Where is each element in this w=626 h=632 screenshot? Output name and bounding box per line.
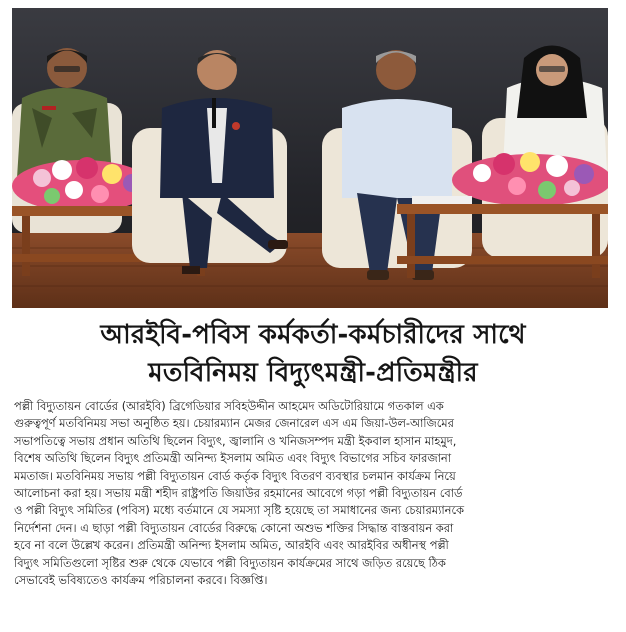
body-line: মমতাজ। মতবিনিময় সভায় পল্লী বিদ্যুতায়ন বোর্ড কর্তৃক বিদ্যুৎ বিতরণ ব্যবস্থার চলমান কার্যক্রম নিয়ে [14,468,456,483]
body-line: বিদ্যুৎ সমিতিগুলো সৃষ্টির শুরু থেকে যেভাবে পল্লী বিদ্যুতায়ন কার্যক্রমের সাথে জড়িত রয়েছে ঠিক [14,555,446,570]
article-body [14,398,612,589]
headline [12,316,614,392]
body-line: সেভাবেই ভবিষ্যতেও কার্যক্রম পরিচালনা করবে। বিজ্ঞপ্তি। [14,573,268,588]
panel-discussion-photo [12,8,608,308]
body-line: গুরুত্বপূর্ণ মতবিনিময় সভা অনুষ্ঠিত হয়। চেয়ারম্যান মেজর জেনারেল এস এম জিয়া-উল-আজিমের [14,416,454,431]
headline-line-1: আরইবি-পবিস কর্মকর্তা-কর্মচারীদের সাথে [100,320,526,350]
body-line: আলোচনা করা হয়। সভায় মন্ত্রী শহীদ রাষ্ট্রপতি জিয়াউর রহমানের আবেগে গড়া পল্লী বিদ্যুতায়ন বোর্ড [14,486,463,501]
news-photo [12,8,608,308]
body-line: ও পল্লী বিদ্যুৎ সমিতির (পবিস) মধ্যে বর্তমানে যে সমস্যা সৃষ্টি হয়েছে তা সমাধানের জন্য চেয়ারম্যানকে [14,503,465,518]
body-line: পল্লী বিদ্যুতায়ন বোর্ডের (আরইবি) ব্রিগেডিয়ার সবিহউদ্দীন আহমেদ অডিটোরিয়ামে গতকাল এক [14,399,444,413]
body-line: বিশেষ অতিথি ছিলেন বিদ্যুৎ প্রতিমন্ত্রী অনিন্দ্য ইসলাম অমিত এবং বিদ্যুৎ বিভাগের সচিব ফারজানা [14,451,452,466]
body-line: নির্দেশনা দেন। এ ছাড়া পল্লী বিদ্যুতায়ন বোর্ডের বিরুদ্ধে কোনো অশুভ শক্তির সিদ্ধান্ত বাস্তবায়ন করা [14,520,454,535]
body-line: সভাপতিত্বে সভায় প্রধান অতিথি ছিলেন বিদ্যুৎ, জ্বালানি ও খনিজসম্পদ মন্ত্রী ইকবাল হাসান মাহমুদ, [14,433,457,448]
headline-line-2: মতবিনিময় বিদ্যুৎমন্ত্রী-প্রতিমন্ত্রীর [148,358,478,388]
body-line: হবে না বলে উল্লেখ করেন। প্রতিমন্ত্রী অনিন্দ্য ইসলাম অমিত, আরইবি এবং আরইবির অধীনস্থ পল্লী [14,538,449,553]
